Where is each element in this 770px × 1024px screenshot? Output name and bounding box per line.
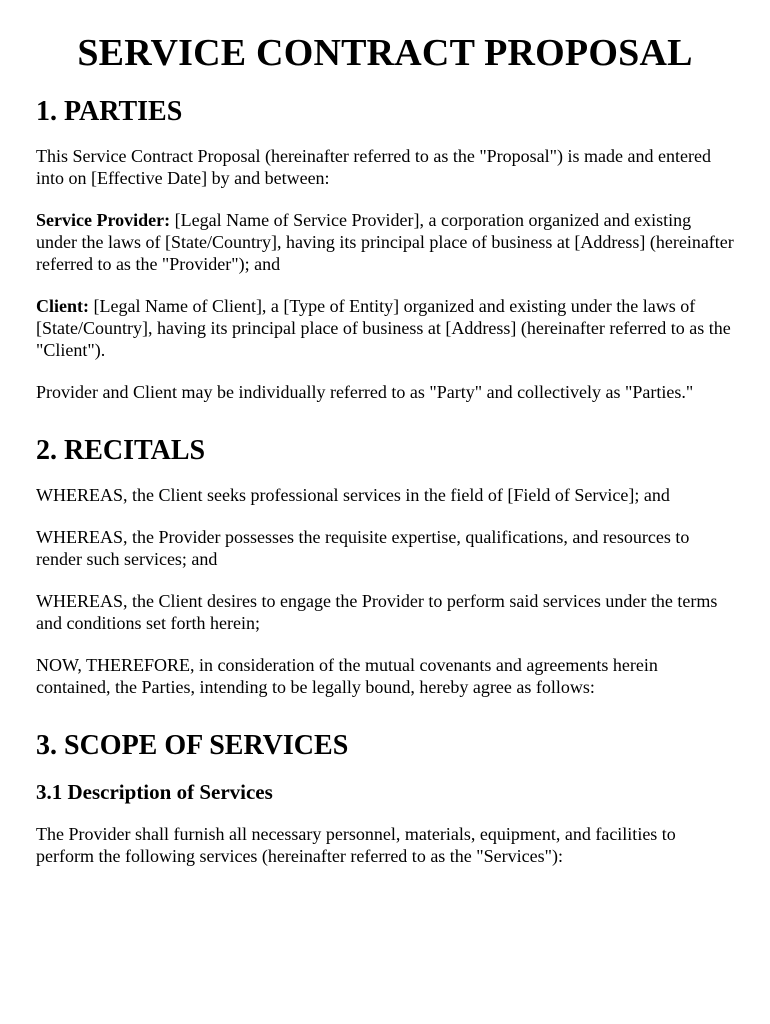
section-parties [36, 94, 734, 403]
client-paragraph [36, 295, 734, 361]
client-text: [Legal Name of Client], a [Type of Entity] organized and existing under the laws of [State/Country], having its principal place of business at [Address] (hereinafter referred to as the "Client"). [36, 295, 731, 360]
parties-collective: Provider and Client may be individually referred to as "Party" and collectively as "Parties." [36, 381, 694, 402]
document-title: SERVICE CONTRACT PROPOSAL [77, 32, 693, 74]
scope-description: The Provider shall furnish all necessary personnel, materials, equipment, and facilities to perform the following services (hereinafter referred to as the "Services"): [36, 823, 676, 866]
provider-paragraph [36, 209, 734, 275]
recital-whereas-3: WHEREAS, the Client desires to engage the Provider to perform said services under the terms and conditions set forth herein; [36, 590, 718, 633]
provider-label: Service Provider: [36, 209, 171, 230]
section-heading-recitals: 2. RECITALS [36, 434, 206, 466]
subsection-heading-description: 3.1 Description of Services [36, 779, 273, 804]
section-scope [36, 728, 734, 867]
client-label: Client: [36, 295, 89, 316]
section-heading-scope: 3. SCOPE OF SERVICES [36, 729, 349, 761]
provider-text: [Legal Name of Service Provider], a corporation organized and existing under the laws of [State/Country], having its principal place of business at [Address] (hereinafter referred to as the "Provider"); and [36, 209, 734, 274]
recital-whereas-1: WHEREAS, the Client seeks professional services in the field of [Field of Service]; and [36, 484, 670, 505]
recital-now-therefore: NOW, THEREFORE, in consideration of the mutual covenants and agreements herein contained, the Parties, intending to be legally bound, hereby agree as follows: [36, 654, 658, 697]
section-recitals [36, 433, 734, 698]
recital-whereas-2: WHEREAS, the Provider possesses the requisite expertise, qualifications, and resources to render such services; and [36, 526, 690, 569]
section-heading-parties: 1. PARTIES [36, 95, 183, 127]
parties-intro: This Service Contract Proposal (hereinafter referred to as the "Proposal") is made and entered into on [Effective Date] by and between: [36, 145, 711, 188]
